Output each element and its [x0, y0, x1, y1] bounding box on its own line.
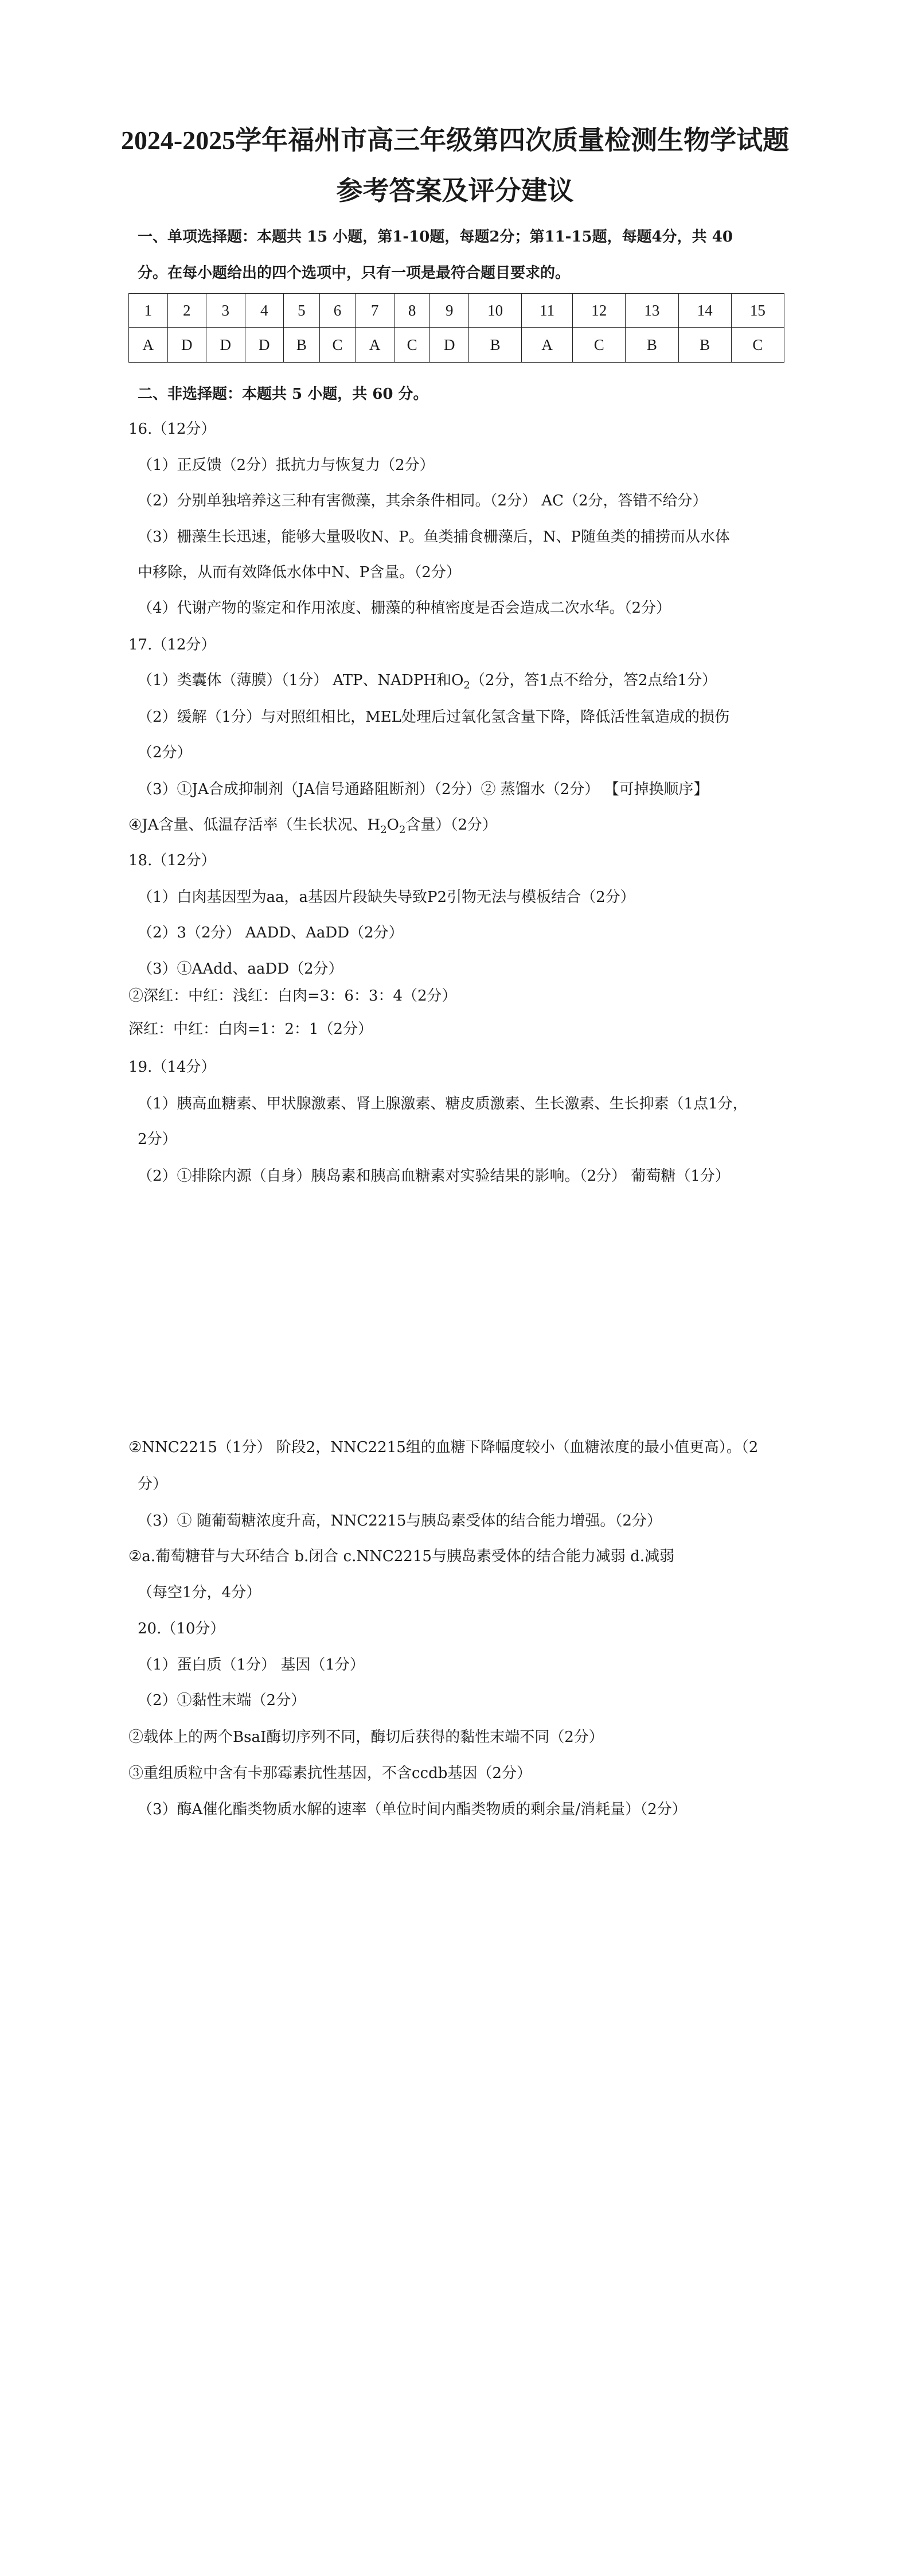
q19-line-1: （1）胰高血糖素、甲状腺激素、肾上腺激素、糖皮质激素、生长激素、生长抑素（1点1分， — [138, 1095, 748, 1112]
q16-line-5: （4）代谢产物的鉴定和作用浓度、栅藻的种植密度是否会造成二次水华。（2分） — [138, 600, 671, 617]
answer-table-number-row — [129, 294, 784, 328]
q19-heading: 19.（14分） — [128, 1059, 216, 1076]
answer-table-answer-row — [129, 328, 784, 363]
q18-heading: 18.（12分） — [128, 852, 216, 869]
q17-line-5-part-c: 含量）（2分） — [405, 816, 497, 834]
q19-line-4: ②NNC2215（1分） 阶段2，NNC2215组的血糖下降幅度较小（血糖浓度的最小值更高）。（2 — [128, 1439, 759, 1456]
question-number: 14 — [678, 294, 731, 328]
question-number: 11 — [522, 294, 573, 328]
question-number: 9 — [430, 294, 469, 328]
question-number: 13 — [626, 294, 678, 328]
q18-line-3: （3）①AAdd、aaDD（2分） — [138, 960, 343, 978]
section1-heading-line1: 一、单项选择题：本题共 15 小题，第1-10题，每题2分；第11-15题，每题4分，共 40 — [138, 228, 733, 246]
q17-line-3: （2分） — [138, 744, 192, 761]
answer-cell: C — [319, 328, 356, 363]
q17-line-4: （3）①JA合成抑制剂（JA信号通路阻断剂）（2分）② 蒸馏水（2分） 【可掉换顺序】 — [138, 781, 709, 798]
subscript: 2 — [463, 679, 470, 691]
answer-cell: B — [678, 328, 731, 363]
question-number: 8 — [394, 294, 430, 328]
q18-line-2: （2）3（2分） AADD、AaDD（2分） — [138, 924, 404, 941]
question-number: 10 — [468, 294, 521, 328]
answer-cell: A — [356, 328, 395, 363]
question-number: 1 — [129, 294, 168, 328]
q16-line-4: 中移除，从而有效降低水体中N、P含量。（2分） — [138, 564, 461, 581]
section2-heading: 二、非选择题：本题共 5 小题，共 60 分。 — [138, 386, 428, 403]
q20-heading: 20.（10分） — [138, 1620, 225, 1637]
answer-cell: B — [284, 328, 320, 363]
answer-cell: A — [522, 328, 573, 363]
page-subtitle: 参考答案及评分建议 — [336, 176, 574, 205]
q17-line-5-part-a: ④JA含量、低温存活率（生长状况、H — [128, 816, 381, 834]
question-number: 12 — [573, 294, 626, 328]
q20-line-4: ③重组质粒中含有卡那霉素抗性基因，不含ccdb基因（2分） — [128, 1765, 532, 1782]
q20-line-1: （1）蛋白质（1分） 基因（1分） — [138, 1656, 365, 1674]
answer-table — [128, 293, 784, 363]
answer-cell: B — [626, 328, 678, 363]
question-number: 15 — [731, 294, 784, 328]
q17-line-5-part-b: O — [386, 816, 399, 834]
q17-line-5 — [128, 815, 497, 835]
q18-line-1: （1）白肉基因型为aa，a基因片段缺失导致P2引物无法与模板结合（2分） — [138, 889, 635, 906]
q16-heading: 16.（12分） — [128, 421, 216, 438]
q17-heading: 17.（12分） — [128, 636, 216, 653]
answer-cell: C — [394, 328, 430, 363]
q19-line-8: （每空1分，4分） — [138, 1584, 261, 1601]
q19-line-6: （3）① 随葡萄糖浓度升高，NNC2215与胰岛素受体的结合能力增强。（2分） — [138, 1512, 662, 1530]
section1-heading-line2: 分。在每小题给出的四个选项中，只有一项是最符合题目要求的。 — [138, 264, 571, 282]
q19-line-7: ②a.葡萄糖苷与大环结合 b.闭合 c.NNC2215与胰岛素受体的结合能力减弱 d.减弱 — [128, 1548, 675, 1565]
q16-line-1: （1）正反馈（2分）抵抗力与恢复力（2分） — [138, 457, 435, 474]
answer-cell: D — [430, 328, 469, 363]
question-number: 2 — [167, 294, 206, 328]
answer-cell: C — [731, 328, 784, 363]
page-title: 2024-2025学年福州市高三年级第四次质量检测生物学试题 — [120, 126, 790, 155]
q20-line-5: （3）酶A催化酯类物质水解的速率（单位时间内酯类物质的剩余量/消耗量）（2分） — [138, 1801, 687, 1818]
answer-cell: C — [573, 328, 626, 363]
subscript: 2 — [399, 824, 406, 836]
question-number: 4 — [245, 294, 284, 328]
q17-line-1-part-b: （2分，答1点不给分，答2点给1分） — [470, 672, 717, 689]
q19-line-5: 分） — [138, 1476, 168, 1493]
subscript: 2 — [380, 824, 387, 836]
question-number: 7 — [356, 294, 395, 328]
question-number: 6 — [319, 294, 356, 328]
answer-cell: B — [468, 328, 521, 363]
q18-line-5: 深红：中红：白肉=1：2：1（2分） — [128, 1021, 373, 1038]
q20-line-2: （2）①黏性末端（2分） — [138, 1692, 306, 1709]
answer-cell: A — [129, 328, 168, 363]
q20-line-3: ②载体上的两个BsaⅠ酶切序列不同，酶切后获得的黏性末端不同（2分） — [128, 1729, 604, 1746]
q19-line-3: （2）①排除内源（自身）胰岛素和胰高血糖素对实验结果的影响。（2分） 葡萄糖（1分） — [138, 1168, 730, 1185]
question-number: 3 — [206, 294, 245, 328]
answer-cell: D — [245, 328, 284, 363]
q17-line-2: （2）缓解（1分）与对照组相比，MEL处理后过氧化氢含量下降，降低活性氧造成的损伤 — [138, 709, 729, 726]
q19-line-2: 2分） — [138, 1131, 177, 1148]
answer-cell: D — [206, 328, 245, 363]
q17-line-1 — [138, 670, 717, 691]
q16-line-3: （3）栅藻生长迅速，能够大量吸收N、P。鱼类捕食栅藻后，N、P随鱼类的捕捞而从水体 — [138, 528, 731, 546]
q16-line-2: （2）分别单独培养这三种有害微藻，其余条件相同。（2分） AC（2分，答错不给分） — [138, 492, 708, 509]
q18-line-4: ②深红：中红：浅红：白肉=3：6：3：4（2分） — [128, 987, 457, 1005]
q17-line-1-part-a: （1）类囊体（薄膜）（1分） ATP、NADPH和O — [138, 672, 464, 689]
answer-cell: D — [167, 328, 206, 363]
question-number: 5 — [284, 294, 320, 328]
